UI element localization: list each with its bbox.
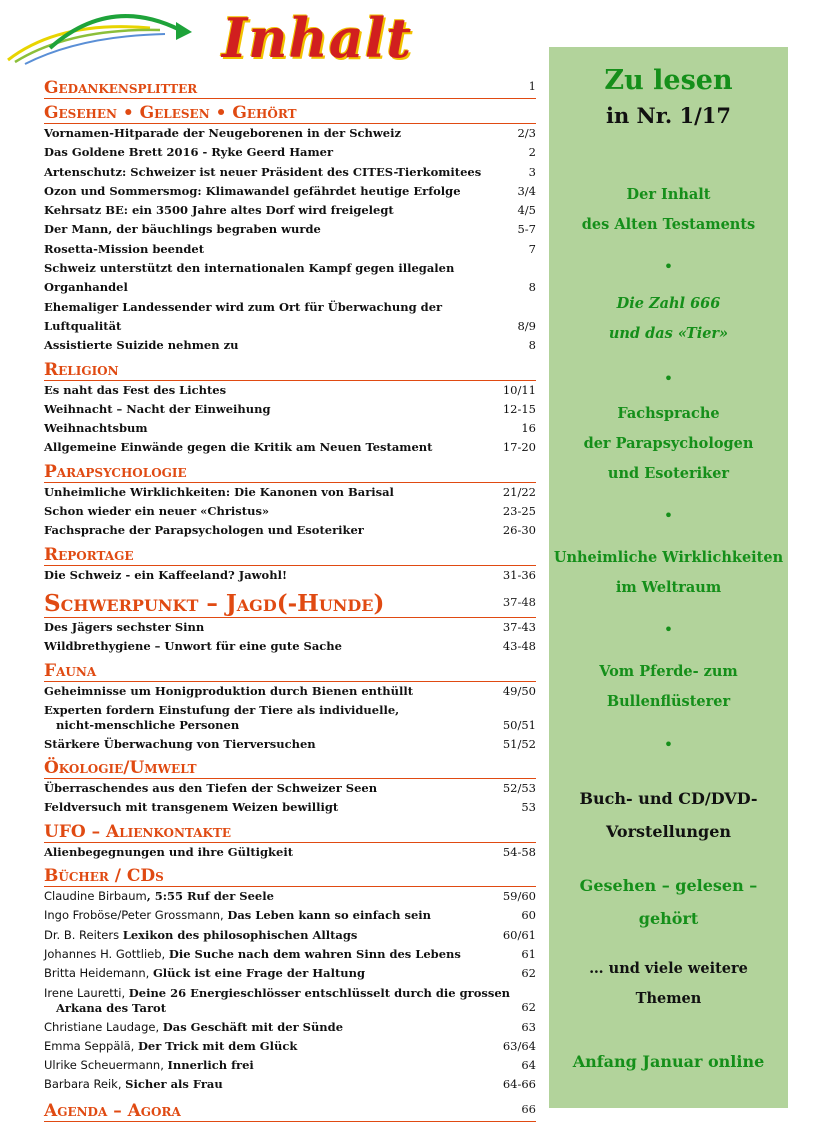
entry-title-line: Des Jägers sechster Sinn: [44, 619, 205, 634]
entry-title-line: Überraschendes aus den Tiefen der Schweizer Seen: [44, 781, 378, 796]
entry-title: [44, 381, 226, 400]
toc-entry: [44, 143, 536, 162]
toc-entry: [44, 618, 536, 637]
panel-topic-line: gehört: [638, 909, 699, 928]
toc-entry: [44, 566, 536, 585]
book-author: Emma Seppälä,: [44, 1038, 138, 1053]
section-label: Reportage: [44, 544, 134, 565]
book-text: [44, 887, 274, 906]
section-label: Gedankensplitter: [44, 78, 198, 98]
entry-title: [44, 735, 316, 754]
book-text: [44, 1056, 254, 1075]
book-title: Das Leben kann so einfach sein: [227, 908, 432, 923]
section-heading: [44, 360, 536, 381]
page-number: 64-66: [502, 1077, 536, 1092]
section-heading: [44, 758, 536, 779]
page-number: 2/3: [517, 126, 536, 140]
entry-title-line: Artenschutz: Schweizer ist neuer Präsident des CITES-Tierkomitees: [44, 164, 482, 179]
panel-topic-line: und das «Tier»: [608, 325, 729, 342]
entry-title-line: Weihnacht – Nacht der Einweihung: [44, 401, 271, 416]
entry-title-line: Geheimnisse um Honigproduktion durch Bienen enthüllt: [44, 683, 414, 698]
book-entry: [44, 1037, 536, 1056]
entry-title-line: Experten fordern Einstufung der Tiere als individuelle,: [44, 702, 400, 717]
toc-entry: [44, 637, 536, 656]
panel-topic-line: und Esoteriker: [607, 465, 730, 482]
entry-title: [44, 637, 342, 656]
page-number: 59/60: [502, 889, 536, 904]
book-author: Barbara Reik,: [44, 1077, 126, 1092]
book-entry: [44, 1075, 536, 1094]
page-number: 62: [521, 1000, 536, 1015]
panel-topic-line: Gesehen – gelesen –: [579, 876, 758, 895]
toc-entry: [44, 240, 536, 259]
entry-title-line: nicht-menschliche Personen: [56, 717, 240, 732]
book-author: Claudine Birbaum: [44, 889, 147, 904]
toc-entry: [44, 735, 536, 754]
panel-heading: Zu lesen: [604, 65, 733, 96]
page-number: 1: [528, 79, 536, 93]
book-text: [44, 945, 461, 964]
book-text: [44, 1075, 223, 1094]
entry-title: [44, 701, 399, 735]
section-heading: [44, 822, 536, 843]
panel-issue: in Nr. 1/17: [605, 103, 731, 128]
book-author: Ulrike Scheuermann,: [44, 1058, 168, 1073]
toc-entry: [44, 798, 536, 817]
page-number: 10/11: [502, 382, 536, 397]
toc-entry: [44, 701, 536, 735]
entry-title: [44, 298, 511, 337]
entry-title: [44, 566, 287, 585]
toc-entry: [44, 182, 536, 201]
entry-title-line: Der Mann, der bäuchlings begraben wurde: [44, 222, 321, 237]
book-entry: [44, 926, 536, 945]
toc-entry: [44, 336, 536, 355]
panel-topic-line: Bullenflüsterer: [606, 693, 731, 710]
toc-entry: [44, 201, 536, 220]
section-label: Parapsychologie: [44, 461, 187, 482]
entry-title: [44, 618, 204, 637]
page-number: 17-20: [502, 440, 536, 455]
book-text: [44, 964, 365, 983]
section-heading: [44, 545, 536, 566]
page-number: 37-43: [502, 619, 536, 634]
book-author: Irene Lauretti,: [44, 985, 129, 1000]
page-number: 4/5: [517, 203, 536, 218]
book-title: , 5:55 Ruf der Seele: [146, 889, 274, 904]
entry-title: [44, 143, 333, 162]
toc-entry: [44, 400, 536, 419]
entry-title-line: Unheimliche Wirklichkeiten: Die Kanonen von Barisal: [44, 484, 394, 499]
section-heading: [44, 866, 536, 887]
panel-topic-line: Themen: [635, 990, 702, 1007]
page-title: Inhalt: [222, 6, 413, 70]
page-number: 64: [521, 1058, 536, 1073]
book-entry: [44, 906, 536, 925]
entry-title-line: Schweiz unterstützt den internationalen Kampf gegen illegalen Organhandel: [44, 261, 455, 295]
entry-title: [44, 779, 377, 798]
book-title: Innerlich frei: [167, 1058, 254, 1073]
bullet-icon: •: [663, 257, 674, 276]
entry-title-line: Ozon und Sommersmog: Klimawandel gefährdet heutige Erfolge: [44, 183, 461, 198]
entry-title-line: Vornamen-Hitparade der Neugeborenen in der Schweiz: [44, 126, 401, 140]
entry-title: [44, 182, 461, 201]
book-entry: [44, 984, 536, 1018]
section-heading: [44, 76, 536, 99]
bullet-icon: •: [663, 620, 674, 639]
book-text: [44, 1037, 297, 1056]
entry-title-line: Wildbrethygiene – Unwort für eine gute Sache: [44, 639, 342, 654]
entry-title-line: Schon wieder ein neuer «Christus»: [44, 504, 270, 519]
page-number: 37-48: [502, 594, 536, 609]
entry-title: [44, 240, 204, 259]
panel-topic-line: Die Zahl 666: [616, 295, 721, 312]
page-number: 8: [528, 338, 536, 353]
bullet-icon: •: [663, 735, 674, 754]
entry-title-line: Assistierte Suizide nehmen zu: [44, 338, 239, 353]
book-entry: [44, 887, 536, 906]
entry-title-line: Kehrsatz BE: ein 3500 Jahre altes Dorf wird freigelegt: [44, 203, 394, 218]
entry-title-line: Allgemeine Einwände gegen die Kritik am Neuen Testament: [44, 440, 433, 455]
panel-topic-line: des Alten Testaments: [581, 216, 756, 233]
entry-title-line: Stärkere Überwachung von Tierversuchen: [44, 736, 316, 751]
panel-topic-line: … und viele weitere: [589, 960, 748, 977]
book-title: Sicher als Frau: [125, 1077, 223, 1092]
swoosh-logo: [0, 0, 240, 80]
entry-title: [44, 483, 394, 502]
book-title: Der Trick mit dem Glück: [137, 1038, 298, 1053]
toc-entry: [44, 220, 536, 239]
entry-title: [44, 502, 269, 521]
section-heading: [44, 1099, 536, 1122]
entry-title-line: Fachsprache der Parapsychologen und Esoteriker: [44, 523, 364, 538]
entry-title-line: Ehemaliger Landessender wird zum Ort für Überwachung der Luftqualität: [44, 299, 443, 333]
page-number: 60/61: [502, 927, 536, 942]
bullet-icon: •: [663, 506, 674, 525]
panel-topic-line: Buch- und CD/DVD-: [579, 789, 758, 808]
page-number: 16: [521, 421, 536, 436]
page-number: 61: [521, 946, 536, 961]
entry-title-line: Die Schweiz - ein Kaffeeland? Jawohl!: [44, 567, 287, 582]
book-entry: [44, 945, 536, 964]
section-heading: [44, 589, 536, 618]
entry-title-line: Weihnachtsbum: [44, 421, 148, 436]
page-number: 8/9: [517, 318, 536, 333]
page-number: 12-15: [502, 401, 536, 416]
page-number: 3: [528, 164, 536, 179]
page-number: 50/51: [502, 717, 536, 732]
page-number: 53: [521, 800, 536, 815]
book-author: Johannes H. Gottlieb,: [44, 946, 169, 961]
panel-topic-line: Anfang Januar online: [572, 1052, 765, 1071]
table-of-contents: [44, 72, 536, 1122]
book-entry: [44, 1018, 536, 1037]
book-title: Das Geschäft mit der Sünde: [162, 1019, 344, 1034]
panel-topic-line: Vorstellungen: [605, 822, 732, 841]
book-text: [44, 1018, 343, 1037]
entry-title: [44, 438, 432, 457]
book-title: Lexikon des philosophischen Alltags: [122, 927, 358, 942]
page-number: 49/50: [502, 683, 536, 698]
toc-entry: [44, 163, 536, 182]
page-number: 3/4: [517, 183, 536, 198]
entry-title-line: Es naht das Fest des Lichtes: [44, 382, 227, 397]
toc-entry: [44, 259, 536, 298]
page-number: 62: [521, 966, 536, 981]
entry-title-line: Alienbegegnungen und ihre Gültigkeit: [44, 844, 294, 859]
book-author: Dr. B. Reiters: [44, 927, 123, 942]
entry-title: [44, 400, 271, 419]
section-label: Religion: [44, 359, 119, 380]
section-heading: [44, 103, 536, 124]
panel-topic-line: im Weltraum: [615, 579, 722, 596]
preview-panel: [549, 47, 788, 1108]
section-heading: [44, 462, 536, 483]
panel-topic-line: Fachsprache: [617, 405, 720, 422]
toc-entry: [44, 381, 536, 400]
section-label: Bücher / CDs: [44, 866, 164, 887]
toc-entry: [44, 682, 536, 701]
entry-title-line: Rosetta-Mission beendet: [44, 241, 205, 256]
book-author: Britta Heidemann,: [44, 966, 153, 981]
section-label: Gesehen • Gelesen • Gehört: [44, 103, 297, 123]
entry-title-line: Das Goldene Brett 2016 - Ryke Geerd Hamer: [44, 145, 334, 160]
toc-entry: [44, 124, 536, 143]
entry-title: [44, 682, 413, 701]
book-entry: [44, 1056, 536, 1075]
book-author: Ingo Froböse/Peter Grossmann,: [44, 908, 228, 923]
section-label: Agenda – Agora: [44, 1100, 181, 1121]
page-number: 23-25: [502, 504, 536, 519]
entry-title-line: Feldversuch mit transgenem Weizen bewilligt: [44, 800, 339, 815]
entry-title: [44, 163, 481, 182]
page-number: 52/53: [502, 781, 536, 796]
page-number: 26-30: [502, 523, 536, 538]
entry-title: [44, 201, 394, 220]
section-label: Ökologie/Umwelt: [44, 758, 197, 779]
toc-entry: [44, 502, 536, 521]
section-label: Schwerpunkt – Jagd(-Hunde): [44, 589, 385, 617]
panel-topic-line: Vom Pferde- zum: [599, 663, 738, 680]
entry-title: [44, 419, 148, 438]
panel-topic-line: Der Inhalt: [626, 186, 711, 203]
page-number: 5-7: [517, 222, 536, 237]
panel-topic-line: Unheimliche Wirklichkeiten: [553, 549, 784, 566]
bullet-icon: •: [663, 369, 674, 388]
section-heading: [44, 661, 536, 682]
page-number: 7: [528, 241, 536, 256]
book-title: Die Suche nach dem wahren Sinn des Lebens: [168, 946, 461, 961]
toc-entry: [44, 419, 536, 438]
page-number: 63: [521, 1019, 536, 1034]
book-text: [44, 926, 357, 945]
book-author: Christiane Laudage,: [44, 1019, 163, 1034]
page-number: 60: [521, 908, 536, 923]
entry-title: [44, 798, 338, 817]
page-number: 66: [521, 1101, 536, 1116]
entry-title: [44, 220, 321, 239]
book-title: Arkana des Tarot: [56, 1000, 167, 1015]
toc-entry: [44, 298, 536, 337]
page-number: 51/52: [502, 736, 536, 751]
toc-entry: [44, 438, 536, 457]
toc-entry: [44, 521, 536, 540]
page-number: 21/22: [502, 484, 536, 499]
toc-entry: [44, 779, 536, 798]
book-title: Deine 26 Energieschlösser entschlüsselt durch die grossen: [128, 985, 511, 1000]
entry-title: [44, 336, 238, 355]
panel-topic-line: der Parapsychologen: [583, 435, 754, 452]
page-number: 43-48: [502, 639, 536, 654]
toc-entry: [44, 483, 536, 502]
book-title: Glück ist eine Frage der Haltung: [152, 966, 366, 981]
page-number: 54-58: [502, 844, 536, 859]
entry-title: [44, 124, 401, 143]
book-entry: [44, 964, 536, 983]
toc-entry: [44, 843, 536, 862]
entry-title: [44, 843, 293, 862]
book-text: [44, 906, 431, 925]
entry-title: [44, 521, 364, 540]
section-label: UFO – Alienkontakte: [44, 821, 232, 842]
page-number: 8: [528, 280, 536, 295]
section-label: Fauna: [44, 660, 97, 681]
entry-title: [44, 259, 523, 298]
book-text: [44, 984, 510, 1018]
page-number: 63/64: [502, 1038, 536, 1053]
page-number: 2: [528, 145, 536, 160]
page-number: 31-36: [502, 567, 536, 582]
